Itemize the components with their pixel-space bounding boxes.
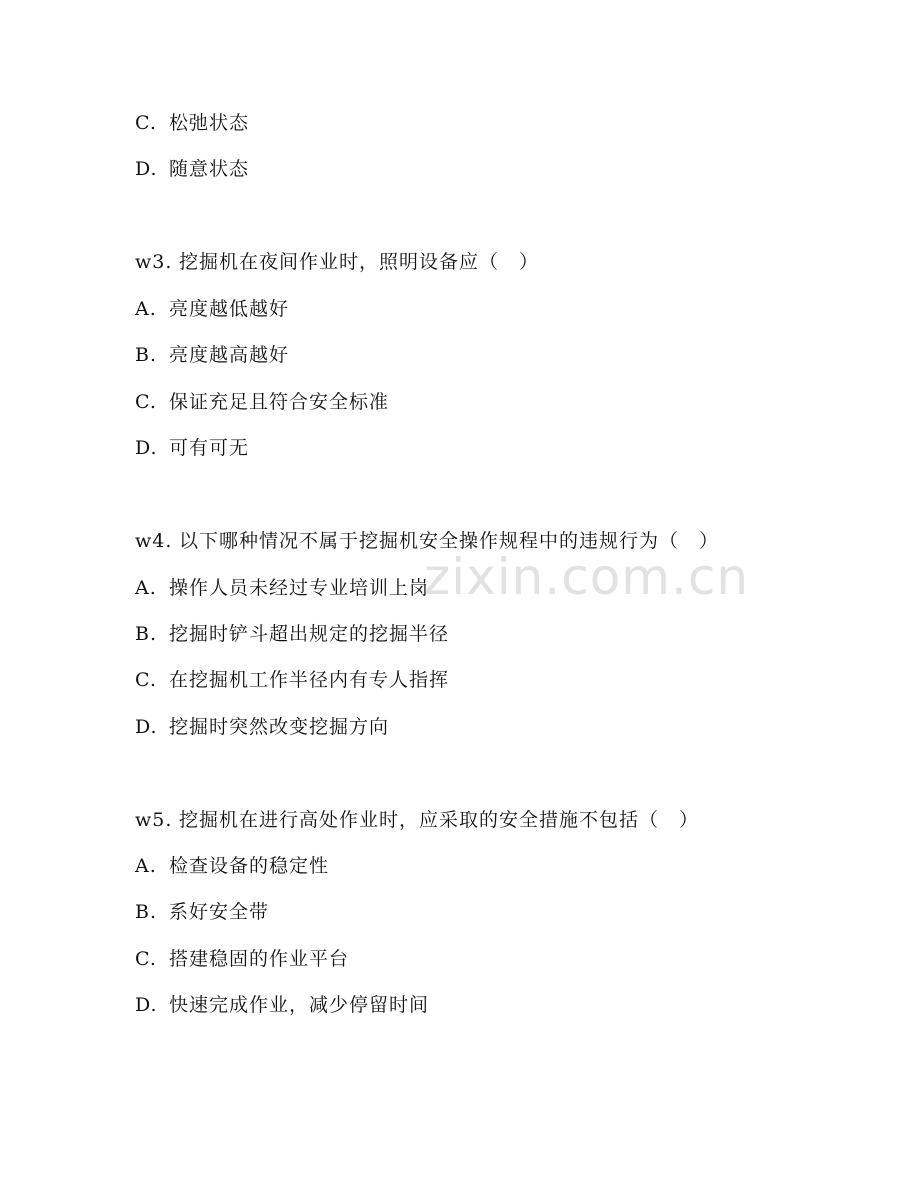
question-text: 挖掘机在进行高处作业时，应采取的安全措施不包括（ ） [179,809,700,831]
question-number: w5. [135,809,173,831]
option-c [135,110,249,136]
option-a [135,575,429,601]
option-text: 在挖掘机工作半径内有专人指挥 [169,669,450,691]
option-b [135,342,289,368]
question-number: w4. [135,530,173,552]
option-c [135,389,389,415]
question-text: 挖掘机在夜间作业时，照明设备应（ ） [179,251,540,273]
option-letter: C. [135,948,157,970]
option-text: 挖掘时铲斗超出规定的挖掘半径 [169,623,450,645]
option-letter: C. [135,391,157,413]
option-d [135,714,389,740]
option-text: 检查设备的稳定性 [169,855,330,877]
option-d [135,156,249,182]
watermark: zixin.com.cn [424,548,750,606]
option-b [135,899,269,925]
option-a [135,296,289,322]
option-text: 快速完成作业，减少停留时间 [169,994,430,1016]
option-letter: B. [135,344,158,366]
option-text: 挖掘时突然改变挖掘方向 [169,716,390,738]
option-letter: A. [135,577,157,599]
option-a [135,853,329,879]
option-letter: D. [135,994,158,1016]
option-text: 随意状态 [169,158,250,180]
question-w5 [135,807,699,833]
question-number: w3. [135,251,173,273]
option-d [135,992,429,1018]
option-text: 亮度越高越好 [169,344,290,366]
option-letter: B. [135,901,158,923]
option-letter: D. [135,437,158,459]
option-text: 亮度越低越好 [169,298,290,320]
option-c [135,667,449,693]
question-text: 以下哪种情况不属于挖掘机安全操作规程中的违规行为（ ） [179,530,720,552]
option-letter: D. [135,158,158,180]
option-c [135,946,349,972]
option-letter: B. [135,623,158,645]
option-b [135,621,449,647]
option-text: 松弛状态 [169,112,250,134]
option-letter: A. [135,855,157,877]
option-d [135,435,249,461]
option-text: 可有可无 [169,437,250,459]
option-letter: C. [135,669,157,691]
question-w3 [135,249,539,275]
option-letter: C. [135,112,157,134]
option-text: 操作人员未经过专业培训上岗 [169,577,430,599]
option-letter: D. [135,716,158,738]
option-text: 搭建稳固的作业平台 [169,948,350,970]
option-text: 保证充足且符合安全标准 [169,391,390,413]
option-letter: A. [135,298,157,320]
option-text: 系好安全带 [169,901,270,923]
